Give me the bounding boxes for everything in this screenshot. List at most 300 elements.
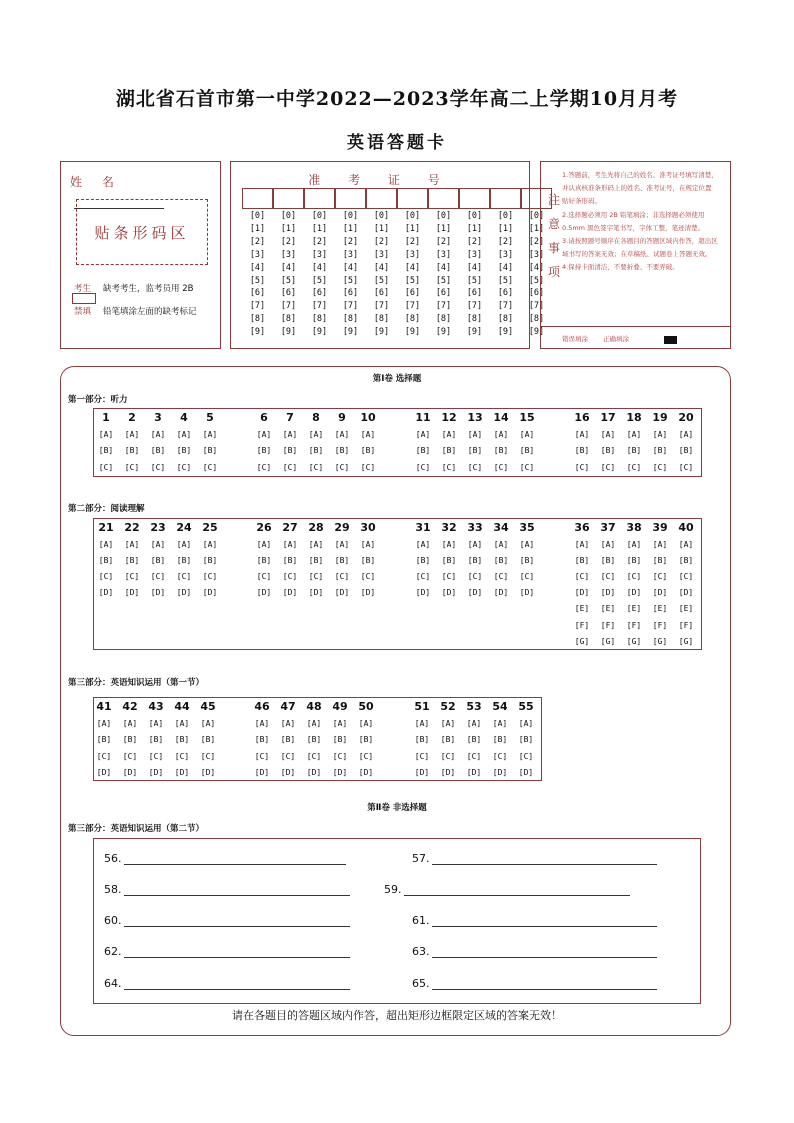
option-bubble[interactable]: [C]	[98, 462, 114, 472]
option-bubble[interactable]: [D]	[98, 588, 114, 598]
option-bubble[interactable]: [A]	[358, 719, 374, 728]
admission-digit-bubble[interactable]: [1]	[373, 223, 390, 234]
option-bubble[interactable]: [D]	[519, 588, 535, 598]
admission-digit-bubble[interactable]: [8]	[311, 314, 328, 325]
admission-digit-box[interactable]	[366, 188, 397, 209]
admission-digit-bubble[interactable]: [4]	[497, 262, 514, 273]
admission-digit-bubble[interactable]: [9]	[497, 327, 514, 338]
option-bubble[interactable]: [D]	[202, 588, 218, 598]
option-bubble[interactable]: [B]	[308, 446, 324, 456]
option-bubble[interactable]: [C]	[678, 462, 694, 472]
option-bubble[interactable]: [D]	[574, 588, 590, 598]
option-bubble[interactable]: [C]	[256, 462, 272, 472]
option-bubble[interactable]: [C]	[466, 751, 482, 761]
option-bubble[interactable]: [D]	[652, 588, 668, 598]
option-bubble[interactable]: [D]	[415, 588, 431, 598]
admission-digit-bubble[interactable]: [2]	[373, 236, 390, 247]
option-bubble[interactable]: [D]	[358, 767, 374, 777]
option-bubble[interactable]: [A]	[414, 719, 430, 728]
option-bubble[interactable]: [A]	[441, 430, 457, 439]
admission-digit-bubble[interactable]: [0]	[280, 211, 297, 221]
option-bubble[interactable]: [D]	[124, 588, 140, 598]
option-bubble[interactable]: [B]	[493, 556, 509, 566]
admission-digit-bubble[interactable]: [5]	[249, 275, 266, 286]
admission-digit-bubble[interactable]: [7]	[342, 301, 359, 312]
option-bubble[interactable]: [B]	[256, 556, 272, 566]
option-bubble[interactable]: [A]	[124, 430, 140, 439]
option-bubble[interactable]: [A]	[466, 719, 482, 728]
admission-digit-bubble[interactable]: [8]	[404, 314, 421, 325]
option-bubble[interactable]: [A]	[360, 540, 376, 549]
admission-digit-bubble[interactable]: [7]	[466, 301, 483, 312]
option-bubble[interactable]: [A]	[124, 540, 140, 549]
option-bubble[interactable]: [C]	[652, 462, 668, 472]
admission-digit-bubble[interactable]: [8]	[280, 314, 297, 325]
option-bubble[interactable]: [D]	[150, 588, 166, 598]
admission-digit-bubble[interactable]: [9]	[311, 327, 328, 338]
option-bubble[interactable]: [C]	[519, 572, 535, 582]
option-bubble[interactable]: [A]	[415, 430, 431, 439]
option-bubble[interactable]: [A]	[282, 430, 298, 439]
option-bubble[interactable]: [D]	[334, 588, 350, 598]
answer-line-62[interactable]	[104, 945, 350, 958]
option-bubble[interactable]: [A]	[415, 540, 431, 549]
option-bubble[interactable]: [D]	[414, 767, 430, 777]
option-bubble[interactable]: [C]	[678, 572, 694, 582]
admission-digit-bubble[interactable]: [6]	[249, 288, 266, 299]
admission-digit-bubble[interactable]: [7]	[497, 301, 514, 312]
option-bubble[interactable]: [D]	[254, 767, 270, 777]
admission-digit-bubble[interactable]: [2]	[249, 236, 266, 247]
option-bubble[interactable]: [C]	[360, 572, 376, 582]
option-bubble[interactable]: [B]	[441, 556, 457, 566]
option-bubble[interactable]: [C]	[98, 572, 114, 582]
option-bubble[interactable]: [B]	[600, 446, 616, 456]
option-bubble[interactable]: [C]	[150, 462, 166, 472]
option-bubble[interactable]: [B]	[600, 556, 616, 566]
option-bubble[interactable]: [B]	[202, 446, 218, 456]
admission-digit-bubble[interactable]: [3]	[435, 249, 452, 260]
option-bubble[interactable]: [C]	[415, 462, 431, 472]
option-bubble[interactable]: [D]	[256, 588, 272, 598]
admission-digit-bubble[interactable]: [0]	[466, 211, 483, 221]
option-bubble[interactable]: [G]	[652, 636, 668, 646]
option-bubble[interactable]: [B]	[254, 735, 270, 745]
option-bubble[interactable]: [A]	[96, 719, 112, 728]
option-bubble[interactable]: [B]	[492, 735, 508, 745]
option-bubble[interactable]: [B]	[440, 735, 456, 745]
admission-digit-bubble[interactable]: [5]	[528, 275, 545, 286]
admission-digit-bubble[interactable]: [2]	[435, 236, 452, 247]
admission-digit-bubble[interactable]: [7]	[373, 301, 390, 312]
option-bubble[interactable]: [B]	[358, 735, 374, 745]
option-bubble[interactable]: [E]	[678, 604, 694, 614]
option-bubble[interactable]: [D]	[626, 588, 642, 598]
admission-digit-bubble[interactable]: [1]	[280, 223, 297, 234]
admission-digit-bubble[interactable]: [4]	[342, 262, 359, 273]
option-bubble[interactable]: [C]	[306, 751, 322, 761]
admission-digit-bubble[interactable]: [4]	[311, 262, 328, 273]
absent-checkbox[interactable]	[72, 293, 96, 304]
admission-digit-bubble[interactable]: [1]	[342, 223, 359, 234]
admission-digit-bubble[interactable]: [8]	[435, 314, 452, 325]
option-bubble[interactable]: [B]	[282, 446, 298, 456]
admission-digit-bubble[interactable]: [6]	[280, 288, 297, 299]
option-bubble[interactable]: [F]	[652, 620, 668, 630]
option-bubble[interactable]: [B]	[280, 735, 296, 745]
admission-digit-bubble[interactable]: [7]	[280, 301, 297, 312]
admission-digit-box[interactable]	[428, 188, 459, 209]
option-bubble[interactable]: [D]	[440, 767, 456, 777]
option-bubble[interactable]: [A]	[493, 540, 509, 549]
option-bubble[interactable]: [A]	[467, 540, 483, 549]
admission-digit-bubble[interactable]: [7]	[528, 301, 545, 312]
option-bubble[interactable]: [B]	[678, 446, 694, 456]
answer-line-57[interactable]	[412, 852, 657, 865]
option-bubble[interactable]: [A]	[441, 540, 457, 549]
option-bubble[interactable]: [C]	[574, 572, 590, 582]
admission-digit-bubble[interactable]: [6]	[373, 288, 390, 299]
admission-digit-bubble[interactable]: [2]	[528, 236, 545, 247]
option-bubble[interactable]: [G]	[626, 636, 642, 646]
option-bubble[interactable]: [D]	[466, 767, 482, 777]
admission-digit-bubble[interactable]: [8]	[249, 314, 266, 325]
option-bubble[interactable]: [B]	[202, 556, 218, 566]
option-bubble[interactable]: [B]	[415, 446, 431, 456]
admission-digit-bubble[interactable]: [4]	[373, 262, 390, 273]
option-bubble[interactable]: [C]	[626, 462, 642, 472]
option-bubble[interactable]: [A]	[678, 430, 694, 439]
option-bubble[interactable]: [B]	[441, 446, 457, 456]
option-bubble[interactable]: [C]	[492, 751, 508, 761]
admission-digit-bubble[interactable]: [2]	[404, 236, 421, 247]
option-bubble[interactable]: [C]	[493, 462, 509, 472]
option-bubble[interactable]: [A]	[176, 430, 192, 439]
option-bubble[interactable]: [B]	[519, 446, 535, 456]
option-bubble[interactable]: [A]	[98, 540, 114, 549]
option-bubble[interactable]: [E]	[600, 604, 616, 614]
option-bubble[interactable]: [C]	[626, 572, 642, 582]
option-bubble[interactable]: [A]	[176, 540, 192, 549]
option-bubble[interactable]: [F]	[574, 620, 590, 630]
option-bubble[interactable]: [G]	[574, 636, 590, 646]
option-bubble[interactable]: [A]	[280, 719, 296, 728]
option-bubble[interactable]: [D]	[467, 588, 483, 598]
option-bubble[interactable]: [F]	[678, 620, 694, 630]
option-bubble[interactable]: [G]	[600, 636, 616, 646]
option-bubble[interactable]: [A]	[492, 719, 508, 728]
answer-line-58[interactable]	[104, 883, 350, 896]
option-bubble[interactable]: [D]	[200, 767, 216, 777]
option-bubble[interactable]: [B]	[176, 556, 192, 566]
admission-digit-bubble[interactable]: [4]	[280, 262, 297, 273]
option-bubble[interactable]: [D]	[600, 588, 616, 598]
option-bubble[interactable]: [B]	[466, 735, 482, 745]
option-bubble[interactable]: [C]	[441, 462, 457, 472]
option-bubble[interactable]: [A]	[519, 540, 535, 549]
admission-digit-box[interactable]	[397, 188, 428, 209]
option-bubble[interactable]: [C]	[122, 751, 138, 761]
admission-digit-bubble[interactable]: [1]	[528, 223, 545, 234]
option-bubble[interactable]: [B]	[678, 556, 694, 566]
admission-digit-bubble[interactable]: [6]	[497, 288, 514, 299]
admission-digit-bubble[interactable]: [2]	[342, 236, 359, 247]
answer-line-61[interactable]	[412, 914, 657, 927]
option-bubble[interactable]: [A]	[174, 719, 190, 728]
option-bubble[interactable]: [A]	[518, 719, 534, 728]
option-bubble[interactable]: [B]	[306, 735, 322, 745]
option-bubble[interactable]: [A]	[678, 540, 694, 549]
option-bubble[interactable]: [C]	[280, 751, 296, 761]
admission-digit-bubble[interactable]: [6]	[528, 288, 545, 299]
option-bubble[interactable]: [C]	[332, 751, 348, 761]
admission-digit-box[interactable]	[304, 188, 335, 209]
option-bubble[interactable]: [B]	[98, 556, 114, 566]
admission-digit-bubble[interactable]: [0]	[249, 211, 266, 221]
admission-digit-bubble[interactable]: [5]	[497, 275, 514, 286]
admission-digit-bubble[interactable]: [3]	[311, 249, 328, 260]
option-bubble[interactable]: [B]	[467, 556, 483, 566]
admission-digit-bubble[interactable]: [3]	[342, 249, 359, 260]
admission-digit-bubble[interactable]: [0]	[528, 211, 545, 221]
option-bubble[interactable]: [D]	[360, 588, 376, 598]
option-bubble[interactable]: [A]	[150, 430, 166, 439]
option-bubble[interactable]: [C]	[150, 572, 166, 582]
option-bubble[interactable]: [C]	[493, 572, 509, 582]
option-bubble[interactable]: [C]	[202, 572, 218, 582]
admission-digit-bubble[interactable]: [5]	[404, 275, 421, 286]
option-bubble[interactable]: [A]	[574, 540, 590, 549]
option-bubble[interactable]: [E]	[652, 604, 668, 614]
option-bubble[interactable]: [D]	[492, 767, 508, 777]
admission-digit-bubble[interactable]: [9]	[528, 327, 545, 338]
option-bubble[interactable]: [A]	[150, 540, 166, 549]
admission-digit-bubble[interactable]: [9]	[249, 327, 266, 338]
option-bubble[interactable]: [B]	[360, 556, 376, 566]
option-bubble[interactable]: [C]	[574, 462, 590, 472]
option-bubble[interactable]: [B]	[574, 556, 590, 566]
option-bubble[interactable]: [B]	[124, 556, 140, 566]
answer-line-64[interactable]	[104, 977, 350, 990]
admission-digit-bubble[interactable]: [5]	[466, 275, 483, 286]
option-bubble[interactable]: [C]	[254, 751, 270, 761]
option-bubble[interactable]: [C]	[519, 462, 535, 472]
option-bubble[interactable]: [D]	[174, 767, 190, 777]
option-bubble[interactable]: [A]	[600, 540, 616, 549]
admission-digit-bubble[interactable]: [4]	[528, 262, 545, 273]
admission-digit-bubble[interactable]: [6]	[466, 288, 483, 299]
option-bubble[interactable]: [C]	[467, 572, 483, 582]
option-bubble[interactable]: [A]	[148, 719, 164, 728]
option-bubble[interactable]: [C]	[124, 572, 140, 582]
admission-digit-bubble[interactable]: [1]	[497, 223, 514, 234]
admission-digit-bubble[interactable]: [7]	[404, 301, 421, 312]
admission-digit-bubble[interactable]: [9]	[466, 327, 483, 338]
option-bubble[interactable]: [B]	[414, 735, 430, 745]
admission-digit-bubble[interactable]: [2]	[466, 236, 483, 247]
option-bubble[interactable]: [A]	[360, 430, 376, 439]
option-bubble[interactable]: [C]	[440, 751, 456, 761]
admission-digit-bubble[interactable]: [4]	[466, 262, 483, 273]
admission-digit-bubble[interactable]: [3]	[373, 249, 390, 260]
option-bubble[interactable]: [C]	[96, 751, 112, 761]
option-bubble[interactable]: [D]	[282, 588, 298, 598]
option-bubble[interactable]: [A]	[98, 430, 114, 439]
admission-digit-bubble[interactable]: [5]	[342, 275, 359, 286]
answer-line-60[interactable]	[104, 914, 350, 927]
option-bubble[interactable]: [E]	[626, 604, 642, 614]
option-bubble[interactable]: [A]	[600, 430, 616, 439]
option-bubble[interactable]: [C]	[414, 751, 430, 761]
option-bubble[interactable]: [A]	[308, 430, 324, 439]
admission-digit-bubble[interactable]: [1]	[466, 223, 483, 234]
admission-digit-bubble[interactable]: [0]	[342, 211, 359, 221]
answer-line-63[interactable]	[412, 945, 657, 958]
option-bubble[interactable]: [A]	[254, 719, 270, 728]
admission-digit-bubble[interactable]: [4]	[249, 262, 266, 273]
option-bubble[interactable]: [D]	[308, 588, 324, 598]
option-bubble[interactable]: [C]	[200, 751, 216, 761]
option-bubble[interactable]: [A]	[308, 540, 324, 549]
admission-digit-bubble[interactable]: [2]	[280, 236, 297, 247]
option-bubble[interactable]: [D]	[332, 767, 348, 777]
option-bubble[interactable]: [B]	[626, 556, 642, 566]
admission-digit-bubble[interactable]: [6]	[342, 288, 359, 299]
option-bubble[interactable]: [B]	[148, 735, 164, 745]
option-bubble[interactable]: [G]	[678, 636, 694, 646]
option-bubble[interactable]: [A]	[626, 540, 642, 549]
admission-digit-bubble[interactable]: [9]	[342, 327, 359, 338]
option-bubble[interactable]: [A]	[574, 430, 590, 439]
admission-digit-bubble[interactable]: [8]	[528, 314, 545, 325]
option-bubble[interactable]: [C]	[308, 462, 324, 472]
option-bubble[interactable]: [B]	[415, 556, 431, 566]
option-bubble[interactable]: [D]	[306, 767, 322, 777]
option-bubble[interactable]: [C]	[282, 572, 298, 582]
option-bubble[interactable]: [D]	[122, 767, 138, 777]
option-bubble[interactable]: [B]	[493, 446, 509, 456]
option-bubble[interactable]: [B]	[467, 446, 483, 456]
option-bubble[interactable]: [C]	[441, 572, 457, 582]
admission-digit-bubble[interactable]: [9]	[404, 327, 421, 338]
option-bubble[interactable]: [B]	[360, 446, 376, 456]
option-bubble[interactable]: [A]	[332, 719, 348, 728]
option-bubble[interactable]: [A]	[202, 430, 218, 439]
admission-digit-bubble[interactable]: [7]	[249, 301, 266, 312]
admission-digit-bubble[interactable]: [5]	[311, 275, 328, 286]
option-bubble[interactable]: [C]	[256, 572, 272, 582]
admission-digit-bubble[interactable]: [3]	[466, 249, 483, 260]
option-bubble[interactable]: [B]	[308, 556, 324, 566]
admission-digit-bubble[interactable]: [6]	[435, 288, 452, 299]
option-bubble[interactable]: [C]	[467, 462, 483, 472]
option-bubble[interactable]: [D]	[148, 767, 164, 777]
option-bubble[interactable]: [A]	[334, 430, 350, 439]
admission-digit-bubble[interactable]: [1]	[311, 223, 328, 234]
option-bubble[interactable]: [C]	[415, 572, 431, 582]
admission-digit-bubble[interactable]: [3]	[497, 249, 514, 260]
option-bubble[interactable]: [C]	[282, 462, 298, 472]
option-bubble[interactable]: [B]	[200, 735, 216, 745]
admission-digit-box[interactable]	[335, 188, 366, 209]
option-bubble[interactable]: [B]	[626, 446, 642, 456]
option-bubble[interactable]: [A]	[122, 719, 138, 728]
admission-digit-bubble[interactable]: [2]	[497, 236, 514, 247]
option-bubble[interactable]: [A]	[519, 430, 535, 439]
admission-digit-box[interactable]	[273, 188, 304, 209]
option-bubble[interactable]: [C]	[176, 462, 192, 472]
option-bubble[interactable]: [D]	[441, 588, 457, 598]
option-bubble[interactable]: [C]	[518, 751, 534, 761]
admission-digit-bubble[interactable]: [8]	[373, 314, 390, 325]
option-bubble[interactable]: [A]	[493, 430, 509, 439]
admission-digit-bubble[interactable]: [1]	[249, 223, 266, 234]
admission-digit-bubble[interactable]: [6]	[311, 288, 328, 299]
option-bubble[interactable]: [A]	[467, 430, 483, 439]
admission-digit-bubble[interactable]: [5]	[280, 275, 297, 286]
option-bubble[interactable]: [A]	[626, 430, 642, 439]
admission-digit-bubble[interactable]: [3]	[280, 249, 297, 260]
admission-digit-bubble[interactable]: [3]	[528, 249, 545, 260]
option-bubble[interactable]: [B]	[176, 446, 192, 456]
admission-digit-bubble[interactable]: [0]	[373, 211, 390, 221]
admission-digit-bubble[interactable]: [6]	[404, 288, 421, 299]
admission-digit-bubble[interactable]: [1]	[435, 223, 452, 234]
admission-digit-bubble[interactable]: [0]	[404, 211, 421, 221]
option-bubble[interactable]: [C]	[600, 462, 616, 472]
option-bubble[interactable]: [D]	[518, 767, 534, 777]
option-bubble[interactable]: [B]	[256, 446, 272, 456]
option-bubble[interactable]: [C]	[360, 462, 376, 472]
option-bubble[interactable]: [B]	[98, 446, 114, 456]
option-bubble[interactable]: [B]	[652, 556, 668, 566]
admission-digit-bubble[interactable]: [8]	[497, 314, 514, 325]
admission-digit-bubble[interactable]: [9]	[373, 327, 390, 338]
option-bubble[interactable]: [A]	[256, 430, 272, 439]
admission-digit-bubble[interactable]: [5]	[373, 275, 390, 286]
admission-digit-bubble[interactable]: [7]	[311, 301, 328, 312]
option-bubble[interactable]: [A]	[652, 540, 668, 549]
option-bubble[interactable]: [B]	[150, 446, 166, 456]
option-bubble[interactable]: [F]	[600, 620, 616, 630]
option-bubble[interactable]: [B]	[122, 735, 138, 745]
option-bubble[interactable]: [B]	[282, 556, 298, 566]
option-bubble[interactable]: [F]	[626, 620, 642, 630]
option-bubble[interactable]: [B]	[334, 446, 350, 456]
option-bubble[interactable]: [A]	[334, 540, 350, 549]
option-bubble[interactable]: [B]	[150, 556, 166, 566]
option-bubble[interactable]: [B]	[332, 735, 348, 745]
option-bubble[interactable]: [B]	[124, 446, 140, 456]
option-bubble[interactable]: [C]	[148, 751, 164, 761]
option-bubble[interactable]: [B]	[174, 735, 190, 745]
admission-digit-bubble[interactable]: [0]	[497, 211, 514, 221]
option-bubble[interactable]: [A]	[440, 719, 456, 728]
option-bubble[interactable]: [A]	[202, 540, 218, 549]
admission-digit-bubble[interactable]: [1]	[404, 223, 421, 234]
admission-digit-box[interactable]	[490, 188, 521, 209]
admission-digit-bubble[interactable]: [5]	[435, 275, 452, 286]
option-bubble[interactable]: [B]	[652, 446, 668, 456]
option-bubble[interactable]: [C]	[174, 751, 190, 761]
option-bubble[interactable]: [C]	[334, 572, 350, 582]
admission-digit-bubble[interactable]: [0]	[311, 211, 328, 221]
admission-digit-bubble[interactable]: [0]	[435, 211, 452, 221]
answer-line-59[interactable]	[384, 883, 630, 896]
admission-digit-bubble[interactable]: [4]	[404, 262, 421, 273]
option-bubble[interactable]: [A]	[306, 719, 322, 728]
answer-line-56[interactable]	[104, 852, 346, 865]
